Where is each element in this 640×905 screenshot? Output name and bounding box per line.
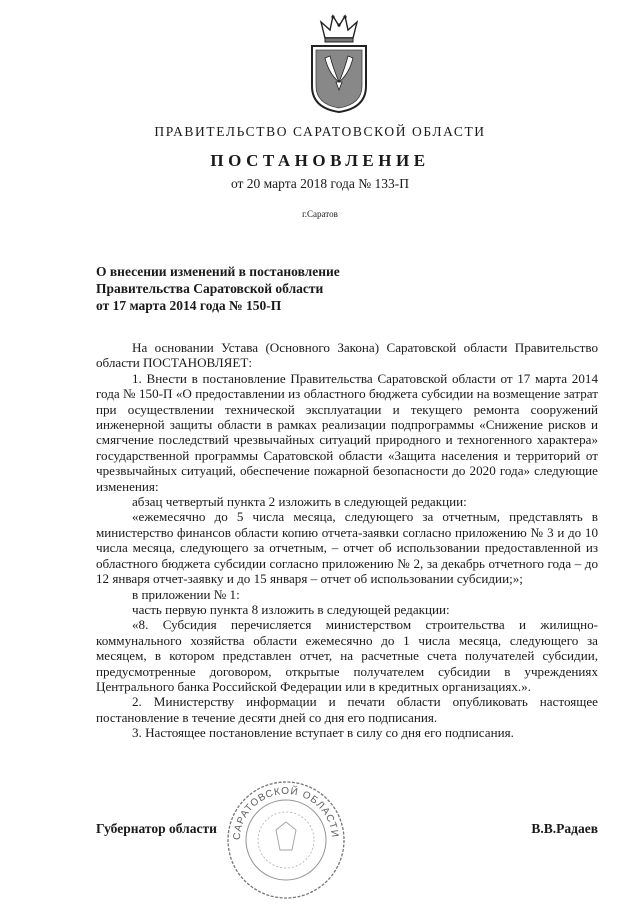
body-paragraph: 1. Внести в постановление Правительства Саратовской области от 17 марта 2014 года № 150-П «О предоставлении из областного бюджета субсидии на возмещение затрат при осуществлении технической эксплуатации и текущего ремонта сооружений инженерной защиты области в рамках реализации подпрограммы «Снижение рисков и смягчение последствий чрезвычайных ситуаций природного и техногенного характера» государственной программы Саратовской области «Защита населения и территорий от чрезвычайных ситуаций, обеспечение пожарной безопасности до 2020 года» следующие изменения: — [96, 370, 598, 494]
signature-name: В.В.Радаев — [531, 821, 598, 836]
subject-line: О внесении изменений в постановление — [96, 264, 340, 279]
body-paragraph: На основании Устава (Основного Закона) Саратовской области Правительство области ПОСТАНОВЛЯЕТ: — [96, 340, 598, 371]
document-city: г.Саратов — [302, 209, 338, 219]
signature-position: Губернатор области — [96, 821, 217, 836]
official-seal-stamp — [222, 776, 350, 904]
body-paragraph: 2. Министерству информации и печати области опубликовать настоящее постановление в течение десяти дней со дня его подписания. — [96, 694, 598, 725]
body-paragraph: часть первую пункта 8 изложить в следующей редакции: — [132, 601, 450, 617]
body-paragraph: абзац четвертый пункта 2 изложить в следующей редакции: — [132, 494, 467, 510]
svg-text:САРАТОВСКОЙ ОБЛАСТИ — [232, 784, 340, 840]
body-paragraph: «8. Субсидия перечисляется министерством строительства и жилищно-коммунального хозяйства области ежемесячно до 1 числа месяца, следующего за месяцем, в котором представлен отчет, на расчетные счета получателей субсидии, предусмотренные договором, открытые получателем субсидии в учреждениях Центрального банка Российской Федерации или в кредитных организациях.». — [96, 617, 598, 694]
document-subject — [96, 263, 416, 314]
subject-line: Правительства Саратовской области — [96, 281, 324, 296]
document-date-number: от 20 марта 2018 года № 133-П — [230, 176, 410, 191]
body-paragraph: 3. Настоящее постановление вступает в силу со дня его подписания. — [132, 725, 514, 741]
seal-text: САРАТОВСКОЙ ОБЛАСТИ — [231, 785, 341, 841]
coat-of-arms-emblem — [303, 10, 375, 114]
subject-line: от 17 марта 2014 года № 150-П — [96, 298, 282, 313]
document-type-title: ПОСТАНОВЛЕНИЕ — [210, 151, 430, 170]
body-paragraph: в приложении № 1: — [132, 586, 240, 602]
document-body — [96, 340, 598, 741]
government-name: ПРАВИТЕЛЬСТВО САРАТОВСКОЙ ОБЛАСТИ — [154, 124, 486, 139]
body-paragraph: «ежемесячно до 5 числа месяца, следующего за отчетным, представлять в министерство финансов области копию отчета-заявки согласно приложению № 3 и до 10 числа месяца, следующего за отчетным, – отчет об использовании предоставленной из областного бюджета субсидии согласно приложению № 2, за декабрь отчетного года – до 12 января отчет-заявку и до 15 января – отчет об использовании субсидии;»; — [96, 509, 598, 587]
